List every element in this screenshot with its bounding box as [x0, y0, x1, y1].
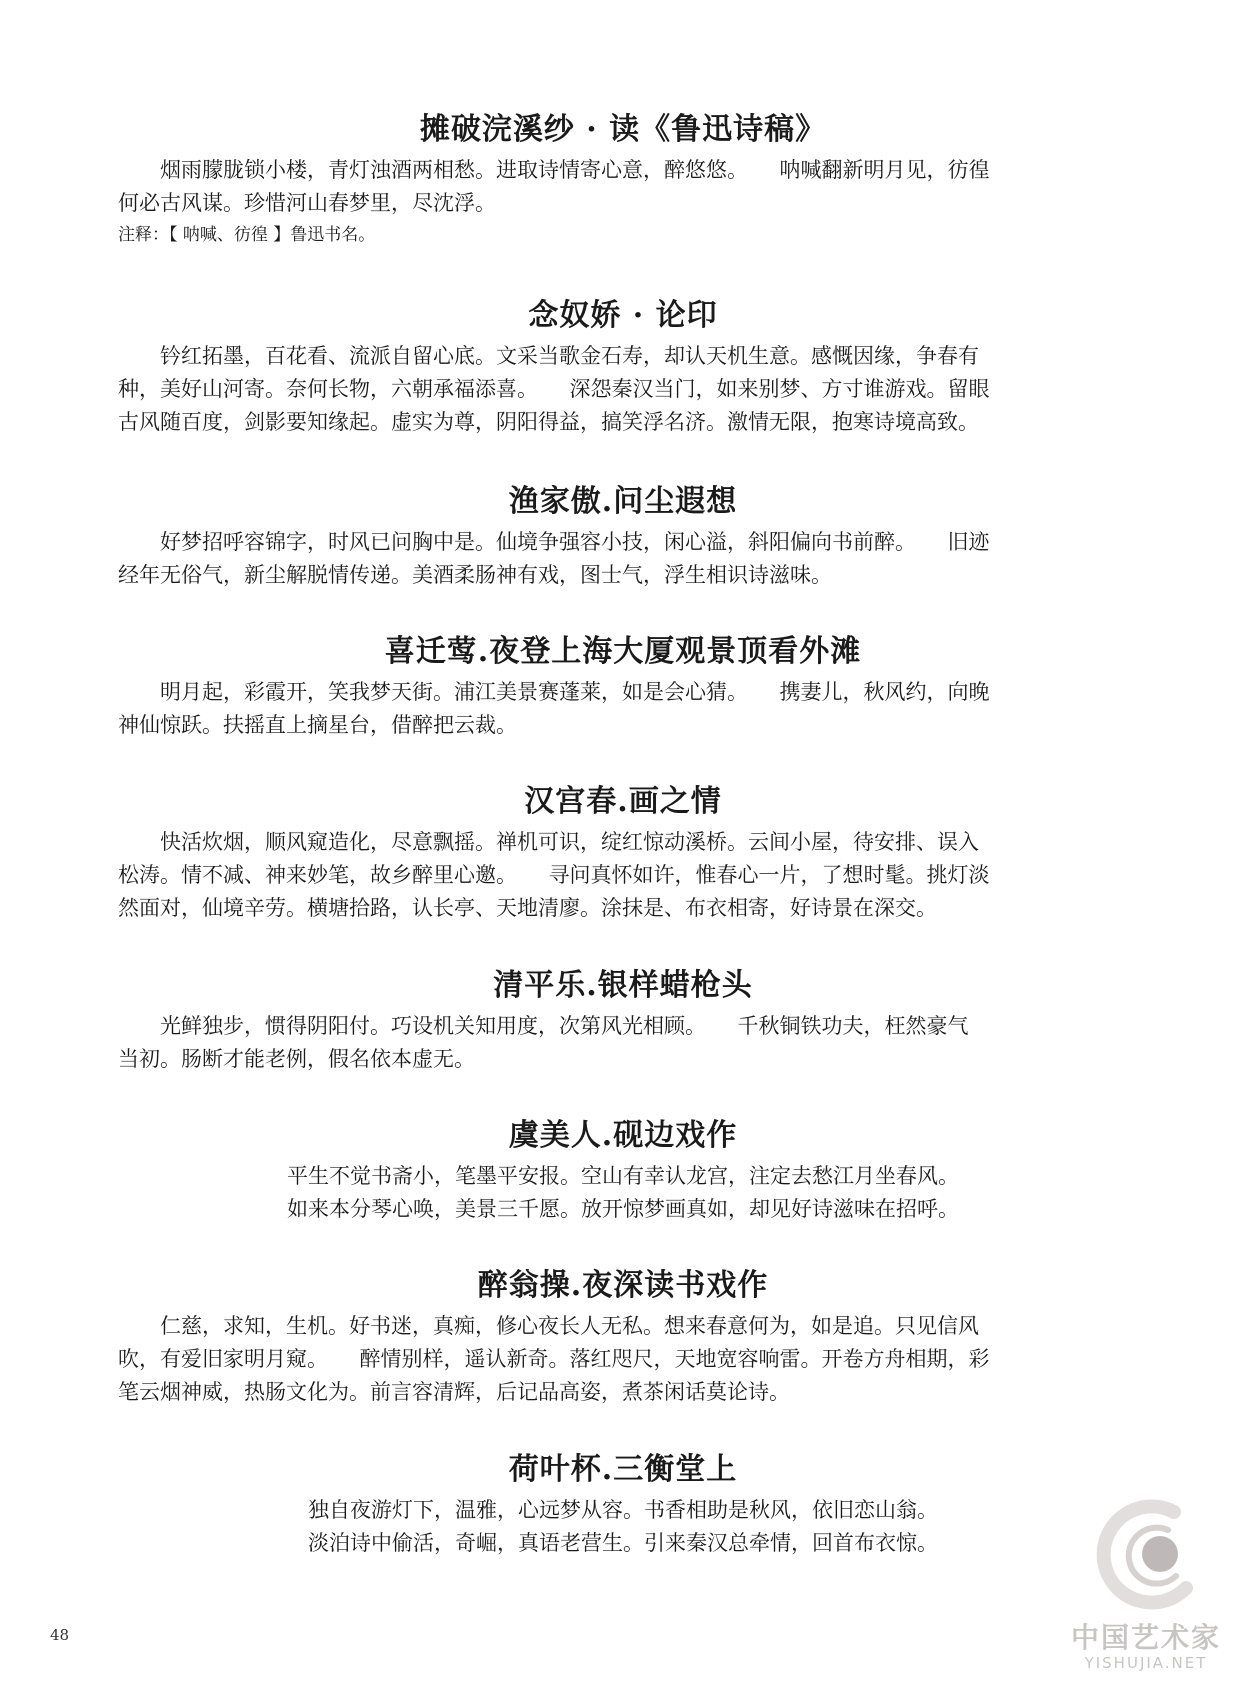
poem-title: 汉宫春.画之情: [524, 784, 722, 819]
poem-title: 念奴娇 · 论印: [528, 298, 718, 333]
watermark-swirl-icon: [1056, 1492, 1236, 1612]
poem-line: 仁慈，求知，生机。好书迷，真痴，修心夜长人无私。想来春意何为，如是追。只见信风: [118, 1314, 979, 1338]
poem-title: 摊破浣溪纱 · 读《鲁迅诗稿》: [419, 112, 827, 147]
poem-line: 好梦招呼容锦字，时风已问胸中是。仙境争强容小技，闲心溢，斜阳偏向书前醉。 旧迹: [118, 530, 990, 554]
poem-line: 明月起，彩霞开，笑我梦天街。浦江美景赛蓬莱，如是会心猜。 携妻儿，秋风约，向晚: [118, 680, 990, 704]
poem-title: 喜迁莺.夜登上海大厦观景顶看外滩: [384, 634, 862, 669]
poem-title: 虞美人.砚边戏作: [508, 1118, 738, 1153]
poem-1: [118, 296, 1128, 439]
poem-line: 神仙惊跃。扶摇直上摘星台，借醉把云裁。: [118, 713, 517, 737]
poem-6: [118, 1116, 1128, 1226]
watermark-logo: [1056, 1492, 1236, 1682]
poem-title: 醉翁操.夜深读书戏作: [477, 1268, 769, 1303]
poem-title: 清平乐.银样蜡枪头: [493, 968, 753, 1003]
poem-title: 渔家傲.问尘遐想: [508, 484, 738, 519]
watermark-text-en: YISHUJIA.NET: [1084, 1654, 1208, 1672]
poem-line: 当初。肠断才能老例，假名依本虚无。: [118, 1047, 475, 1071]
poem-line: 何必古风谋。珍惜河山春梦里，尽沈浮。: [118, 191, 496, 215]
poem-line: 松涛。情不减、神来妙笔，故乡醉里心邀。 寻问真怀如许，惟春心一片，了想时髦。挑灯淡: [118, 863, 990, 887]
poem-note: 注释：【 呐喊、彷徨 】鲁迅书名。: [118, 225, 376, 245]
page-number: 48: [50, 1626, 70, 1644]
poem-line: 古风随百度，剑影要知缘起。虚实为尊，阴阳得益，搞笑浮名济。激情无限，抱寒诗境高致。: [118, 410, 979, 434]
poem-line: 光鲜独步，惯得阴阳付。巧设机关知用度，次第风光相顾。 千秋铜铁功夫，枉然豪气: [118, 1014, 969, 1038]
poem-line: 吹，有爱旧家明月窥。 醉情别样，遥认新奇。落红咫尺，天地宽容响雷。开卷方舟相期，彩: [118, 1347, 990, 1371]
poem-line: 笔云烟神威，热肠文化为。前言容清辉，后记品高姿，煮茶闲话莫论诗。: [118, 1380, 790, 1404]
poem-line: 平生不觉书斋小，笔墨平安报。空山有幸认龙宫，注定去愁江月坐春风。: [287, 1164, 959, 1188]
watermark-text-cn: 中国艺术家: [1070, 1621, 1221, 1654]
poem-title: 荷叶杯.三衡堂上: [508, 1452, 738, 1487]
poem-5: [118, 966, 1128, 1076]
poem-line: 种，美好山河寄。奈何长物，六朝承福添喜。 深怨秦汉当门，如来别梦、方寸谁游戏。留眼: [118, 377, 990, 401]
poem-4: [118, 782, 1128, 925]
poem-line: 独自夜游灯下，温雅，心远梦从容。书香相助是秋风，依旧恋山翁。: [308, 1498, 938, 1522]
poem-line: 烟雨朦胧锁小楼，青灯浊酒两相愁。进取诗情寄心意，醉悠悠。 呐喊翻新明月见，彷徨: [118, 158, 990, 182]
poem-line: 快活炊烟，顺风窥造化，尽意飘摇。禅机可识，绽红惊动溪桥。云间小屋，待安排、误入: [118, 830, 979, 854]
poem-8: [118, 1450, 1128, 1560]
poem-line: 钤红拓墨，百花看、流派自留心底。文采当歌金石寿，却认天机生意。感慨因缘，争春有: [118, 344, 979, 368]
poem-0: [118, 110, 1128, 250]
poem-2: [118, 482, 1128, 592]
poem-3: [118, 632, 1128, 742]
poem-line: 经年无俗气，新尘解脱情传递。美酒柔肠神有戏，图士气，浮生相识诗滋味。: [118, 563, 832, 587]
poem-line: 如来本分琴心唤，美景三千愿。放开惊梦画真如，却见好诗滋味在招呼。: [287, 1197, 959, 1221]
poem-7: [118, 1266, 1128, 1409]
poem-line: 淡泊诗中偷活，奇崛，真语老营生。引来秦汉总牵情，回首布衣惊。: [308, 1531, 938, 1555]
poem-line: 然面对，仙境辛劳。横塘拾路，认长亭、天地清廖。涂抹是、布衣相寄，好诗景在深交。: [118, 896, 937, 920]
